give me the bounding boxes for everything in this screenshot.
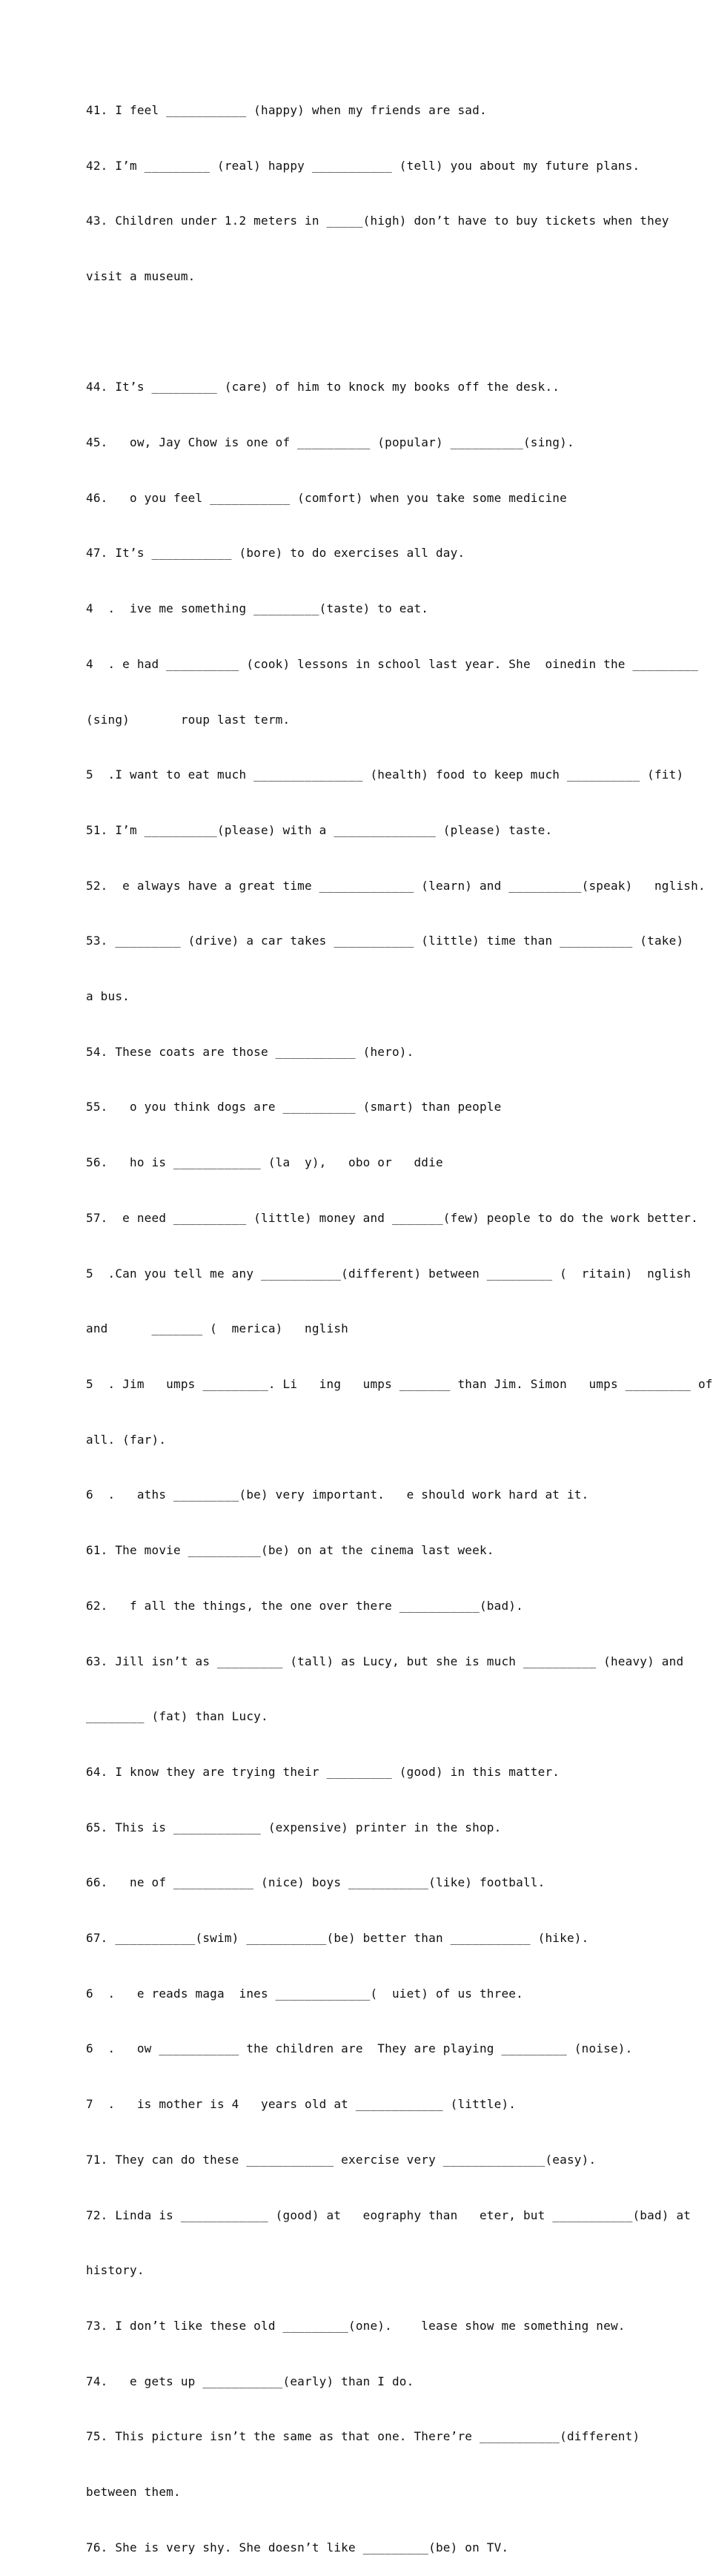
exercise-line: 74. e gets up ___________(early) than I do. — [86, 2374, 414, 2388]
exercise-line: 64. I know they are trying their _________ (good) in this matter. — [86, 1764, 560, 1779]
exercise-line: 47. It’s ___________ (bore) to do exercises all day. — [86, 546, 465, 561]
exercise-line: 5 .I want to eat much _______________ (health) food to keep much __________ (fit) — [86, 767, 684, 782]
exercise-line: 45. ow, Jay Chow is one of __________ (popular) __________(sing). — [86, 435, 574, 450]
exercise-line: 67. ___________(swim) ___________(be) better than ___________ (hike). — [86, 1931, 589, 1946]
exercise-line: 54. These coats are those ___________ (hero). — [86, 1044, 414, 1059]
exercise-line: ________ (fat) than Lucy. — [86, 1709, 268, 1724]
exercise-line: all. (far). — [86, 1432, 167, 1447]
exercise-line: 62. f all the things, the one over there ___________(bad). — [86, 1598, 523, 1613]
exercise-line: 63. Jill isn’t as _________ (tall) as Lucy, but she is much __________ (heavy) and — [86, 1654, 684, 1668]
exercise-line: 71. They can do these ____________ exercise very ______________(easy). — [86, 2152, 597, 2167]
exercise-line: 75. This picture isn’t the same as that one. There’re ___________(different) — [86, 2429, 640, 2444]
exercise-line: 42. I’m _________ (real) happy ___________ (tell) you about my future plans. — [86, 158, 640, 173]
exercise-line: 56. ho is ____________ (la y), obo or ddie — [86, 1155, 443, 1170]
exercise-line: 5 .Can you tell me any ___________(different) between _________ ( ritain) nglish — [86, 1266, 692, 1281]
blank-line — [86, 323, 671, 342]
exercise-line: 4 . ive me something _________(taste) to eat. — [86, 601, 429, 616]
exercise-line: 7 . is mother is 4 years old at ____________ (little). — [86, 2097, 517, 2112]
exercise-line: 65. This is ____________ (expensive) printer in the shop. — [86, 1820, 502, 1834]
exercise-document — [86, 65, 713, 2576]
exercise-line: 73. I don’t like these old _________(one). lease show me something new. — [86, 2318, 626, 2333]
exercise-line: 6 . e reads maga ines _____________( uiet) of us three. — [86, 1986, 523, 2001]
exercise-line: 5 . Jim umps _________. Li ing umps _______ than Jim. Simon umps _________ of — [86, 1376, 713, 1391]
exercise-line: 6 . ow ___________ the children are They are playing _________ (noise). — [86, 2041, 633, 2056]
exercise-line: 41. I feel ___________ (happy) when my friends are sad. — [86, 102, 487, 117]
exercise-line: 52. e always have a great time _____________ (learn) and __________(speak) nglish. — [86, 878, 706, 893]
exercise-line: a bus. — [86, 989, 130, 1004]
exercise-line: 57. e need __________ (little) money and _______(few) people to do the work better. — [86, 1210, 698, 1225]
exercise-line: 55. o you think dogs are __________ (smart) than people — [86, 1100, 502, 1114]
exercise-line: 46. o you feel ___________ (comfort) when you take some medicine — [86, 490, 567, 505]
exercise-line: 72. Linda is ____________ (good) at eography than eter, but ___________(bad) at — [86, 2207, 692, 2222]
exercise-line: 66. ne of ___________ (nice) boys ___________(like) football. — [86, 1875, 545, 1890]
exercise-line: 44. It’s _________ (care) of him to knock my books off the desk.. — [86, 380, 560, 394]
exercise-line: 61. The movie __________(be) on at the cinema last week. — [86, 1543, 494, 1558]
exercise-line: history. — [86, 2263, 145, 2278]
exercise-line: 4 . e had __________ (cook) lessons in school last year. She oinedin the _________ — [86, 656, 698, 671]
exercise-line: visit a museum. — [86, 268, 196, 283]
exercise-line: 53. _________ (drive) a car takes ___________ (little) time than __________ (take) — [86, 934, 684, 948]
exercise-line: and _______ ( merica) nglish — [86, 1321, 348, 1336]
exercise-line: 43. Children under 1.2 meters in _____(high) don’t have to buy tickets when they — [86, 214, 669, 228]
exercise-line: between them. — [86, 2485, 181, 2500]
exercise-line: (sing) roup last term. — [86, 712, 291, 727]
exercise-line: 76. She is very shy. She doesn’t like _________(be) on TV. — [86, 2540, 509, 2554]
exercise-line: 6 . aths _________(be) very important. e should work hard at it. — [86, 1487, 589, 1502]
exercise-line: 51. I’m __________(please) with a ______________ (please) taste. — [86, 822, 553, 837]
